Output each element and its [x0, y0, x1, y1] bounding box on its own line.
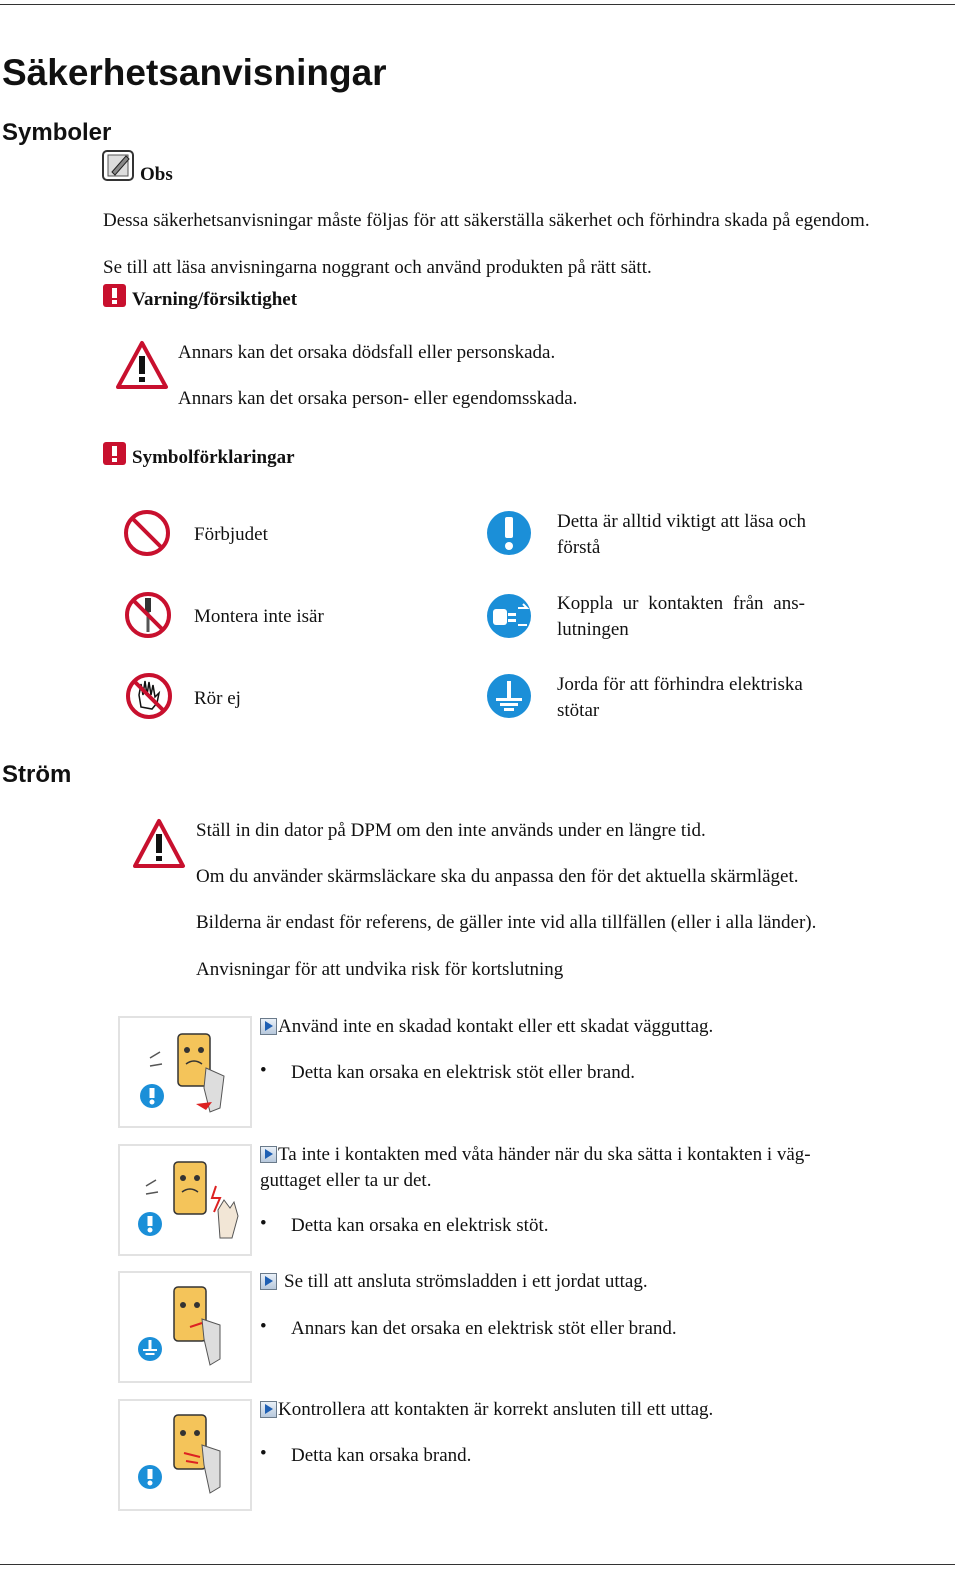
legend-label-unplug-2: lutningen [557, 619, 629, 640]
power-note-4: Anvisningar för att undvika risk för kortslutning [196, 959, 564, 980]
power-note-3: Bilderna är endast för referens, de gäller inte vid alla tillfällen (eller i alla länder). [196, 912, 817, 933]
power-note-2: Om du använder skärmsläckare ska du anpassa den för det aktuella skärmläget. [196, 866, 799, 887]
unplug-icon [485, 592, 533, 640]
note-icon [102, 150, 136, 182]
page-title: Säkerhetsanvisningar [2, 52, 387, 93]
power-note-1: Ställ in din dator på DPM om den inte används under en längre tid. [196, 820, 706, 841]
no-touch-icon [124, 671, 174, 721]
item-arrow-icon [260, 1146, 277, 1163]
warning-triangle-icon [115, 340, 169, 390]
bullet-icon: • [260, 1213, 267, 1234]
item-2-title-1: Ta inte i kontakten med våta händer när du ska sätta i kontakten i väg- [278, 1144, 811, 1165]
obs-label: Obs [140, 164, 173, 185]
prohibited-icon [122, 508, 172, 558]
no-disassembly-icon [123, 590, 173, 640]
legend-label-important-2: förstå [557, 537, 601, 558]
item-4-title: Kontrollera att kontakten är korrekt ansluten till ett uttag. [278, 1399, 714, 1420]
bottom-rule [0, 1564, 955, 1565]
item-arrow-icon [260, 1273, 277, 1290]
warning-triangle-icon [132, 818, 186, 870]
illustration-wet-hands [118, 1144, 252, 1256]
legend-label-important-1: Detta är alltid viktigt att läsa och [557, 511, 807, 532]
section-heading-strom: Ström [2, 761, 72, 788]
warning-line-2: Annars kan det orsaka person- eller egendomsskada. [178, 388, 578, 409]
warning-heading: Varning/försiktighet [132, 289, 298, 310]
intro-text-2: Se till att läsa anvisningarna noggrant och använd produkten på rätt sätt. [103, 257, 652, 278]
legend-label-unplug-1: Koppla ur kontakten från ans- [557, 593, 805, 614]
illustration-plug-connection [118, 1399, 252, 1511]
illustration-damaged-plug [118, 1016, 252, 1128]
bullet-icon: • [260, 1316, 267, 1337]
intro-text-1: Dessa säkerhetsanvisningar måste följas för att säkerställa säkerhet och förhindra skada på egendom. [103, 210, 870, 231]
legend-label-no-disassembly: Montera inte isär [194, 606, 324, 627]
important-icon [485, 508, 533, 558]
legend-label-ground-1: Jorda för att förhindra elektriska [557, 674, 803, 695]
item-arrow-icon [260, 1018, 277, 1035]
warning-mark-icon [103, 284, 126, 307]
item-2-bullet: Detta kan orsaka en elektrisk stöt. [291, 1215, 549, 1236]
item-1-title: Använd inte en skadad kontakt eller ett skadat vägguttag. [278, 1016, 714, 1037]
legend-label-no-touch: Rör ej [194, 688, 241, 709]
warning-line-1: Annars kan det orsaka dödsfall eller personskada. [178, 342, 556, 363]
item-3-title: Se till att ansluta strömsladden i ett jordat uttag. [284, 1271, 648, 1292]
item-2-title-2: guttaget eller ta ur det. [260, 1170, 432, 1191]
legend-mark-icon [103, 442, 126, 465]
ground-icon [485, 672, 533, 720]
item-1-bullet: Detta kan orsaka en elektrisk stöt eller brand. [291, 1062, 635, 1083]
bullet-icon: • [260, 1060, 267, 1081]
illustration-grounded-outlet [118, 1271, 252, 1383]
item-4-bullet: Detta kan orsaka brand. [291, 1445, 472, 1466]
item-arrow-icon [260, 1401, 277, 1418]
section-heading-symboler: Symboler [2, 119, 112, 146]
item-3-bullet: Annars kan det orsaka en elektrisk stöt eller brand. [291, 1318, 677, 1339]
legend-label-prohibited: Förbjudet [194, 524, 268, 545]
legend-label-ground-2: stötar [557, 700, 600, 721]
bullet-icon: • [260, 1443, 267, 1464]
legend-heading: Symbolförklaringar [132, 447, 295, 468]
top-rule [0, 4, 955, 5]
